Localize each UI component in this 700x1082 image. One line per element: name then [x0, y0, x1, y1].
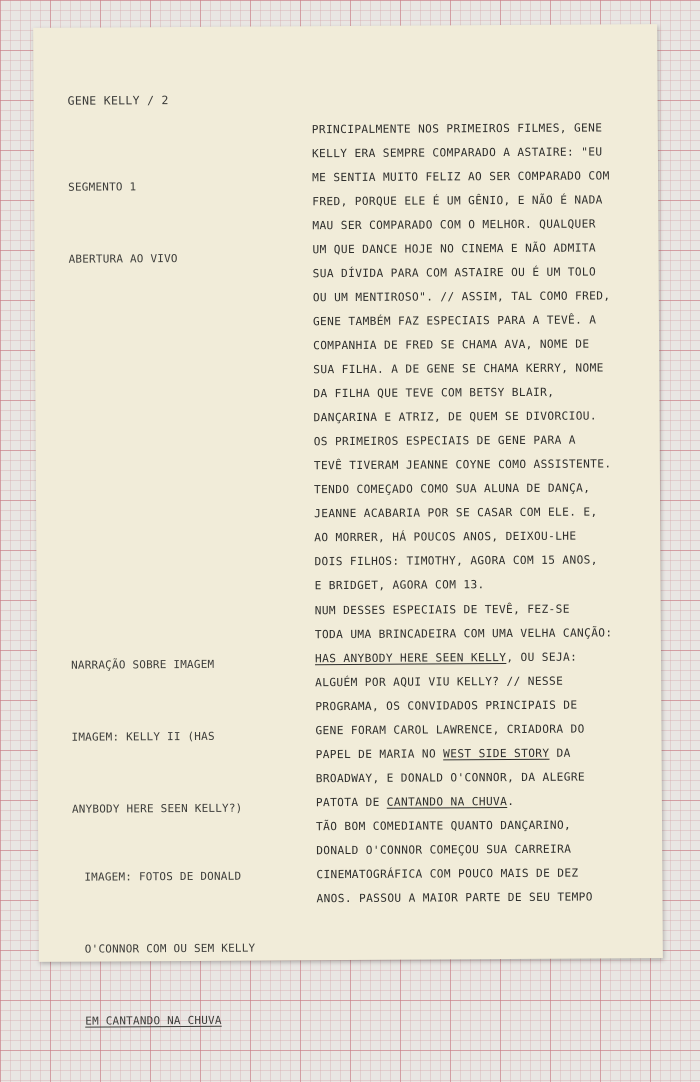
body-line	[316, 747, 571, 762]
body-fragment: .	[507, 794, 515, 809]
body-line: DOIS FILHOS: TIMOTHY, AGORA COM 15 ANOS,	[314, 553, 598, 569]
body-line: DA FILHA QUE TEVE COM BETSY BLAIR,	[313, 385, 555, 401]
segment-note-line: ABERTURA AO VIVO	[68, 252, 178, 266]
body-fragment: DA	[549, 746, 571, 760]
body-line: GENE TAMBÉM FAZ ESPECIAIS PARA A TEVÊ. A	[312, 313, 597, 329]
body-line: PROGRAMA, OS CONVIDADOS PRINCIPAIS DE	[315, 698, 578, 714]
body-line: UM QUE DANCE HOJE NO CINEMA E NÃO ADMITA	[312, 241, 596, 257]
photos-note-line: IMAGEM: FOTOS DE DONALD	[84, 869, 242, 884]
song-title: HAS ANYBODY HERE SEEN KELLY	[314, 651, 507, 666]
body-line: OS PRIMEIROS ESPECIAIS DE GENE PARA A	[313, 433, 576, 449]
body-line: TEVÊ TIVERAM JEANNE COYNE COMO ASSISTENTE.	[313, 457, 612, 473]
body-line: ALGUÉM POR AQUI VIU KELLY? // NESSE	[315, 674, 564, 690]
body-line: PRINCIPALMENTE NOS PRIMEIROS FILMES, GENE	[311, 121, 603, 137]
body-line: TÃO BOM COMEDIANTE QUANTO DANÇARINO,	[315, 818, 572, 834]
narration-note-line: ANYBODY HERE SEEN KELLY?)	[71, 801, 243, 816]
body-line: FRED, PORQUE ELE É UM GÊNIO, E NÃO É NADA	[312, 193, 603, 209]
photos-note	[84, 817, 256, 1082]
photos-note-line: EM CANTANDO NA CHUVA	[85, 1013, 222, 1028]
page-header: GENE KELLY / 2	[67, 93, 169, 108]
body-line	[315, 651, 577, 666]
body-line: OU UM MENTIROSO". // ASSIM, TAL COMO FRED,	[312, 289, 611, 305]
body-line: COMPANHIA DE FRED SE CHAMA AVA, NOME DE	[313, 337, 590, 353]
body-line: SUA FILHA. A DE GENE SE CHAMA KERRY, NOME	[313, 361, 604, 377]
body-line: MAU SER COMPARADO COM O MELHOR. QUALQUER	[312, 217, 596, 233]
body-line: SUA DÍVIDA PARA COM ASTAIRE OU É UM TOLO	[312, 265, 597, 281]
body-line: DANÇARINA E ATRIZ, DE QUEM SE DIVORCIOU.	[313, 409, 597, 425]
narration-note-line: NARRAÇÃO SOBRE IMAGEM	[71, 657, 215, 672]
segment-note-line: SEGMENTO 1	[68, 180, 137, 194]
body-line: AO MORRER, HÁ POUCOS ANOS, DEIXOU-LHE	[314, 529, 577, 545]
body-line: GENE FORAM CAROL LAWRENCE, CRIADORA DO	[315, 722, 585, 738]
body-line: E BRIDGET, AGORA COM 13.	[314, 578, 485, 593]
body-line: JEANNE ACABARIA POR SE CASAR COM ELE. E,	[314, 505, 598, 521]
body-line	[316, 795, 514, 809]
body-line: TENDO COMEÇADO COMO SUA ALUNA DE DANÇA,	[313, 481, 591, 497]
body-line: BROADWAY, E DONALD O'CONNOR, DA ALEGRE	[315, 770, 586, 786]
body-line: CINEMATOGRÁFICA COM POUCO MAIS DE DEZ	[316, 866, 579, 882]
body-line: TODA UMA BRINCADEIRA COM UMA VELHA CANÇÃO:	[314, 626, 613, 642]
body-line: NUM DESSES ESPECIAIS DE TEVÊ, FEZ-SE	[314, 602, 570, 618]
photos-note-line: O'CONNOR COM OU SEM KELLY	[84, 941, 256, 956]
film-title: CANTANDO NA CHUVA	[386, 795, 508, 809]
body-line: KELLY ERA SEMPRE COMPARADO A ASTAIRE: "EU	[311, 145, 603, 161]
body-line: ME SENTIA MUITO FELIZ AO SER COMPARADO COM	[312, 169, 610, 185]
body-fragment: , OU SEJA:	[506, 650, 578, 665]
body-line: DONALD O'CONNOR COMEÇOU SUA CARREIRA	[316, 842, 572, 858]
narration-note-line: IMAGEM: KELLY II (HAS	[71, 729, 215, 744]
body-fragment: PAPEL DE MARIA NO	[315, 747, 444, 762]
show-title: WEST SIDE STORY	[443, 746, 550, 761]
body-line: ANOS. PASSOU A MAIOR PARTE DE SEU TEMPO	[316, 890, 593, 906]
body-fragment: PATOTA DE	[315, 795, 387, 810]
segment-note	[68, 127, 178, 320]
typed-page	[33, 24, 663, 1028]
